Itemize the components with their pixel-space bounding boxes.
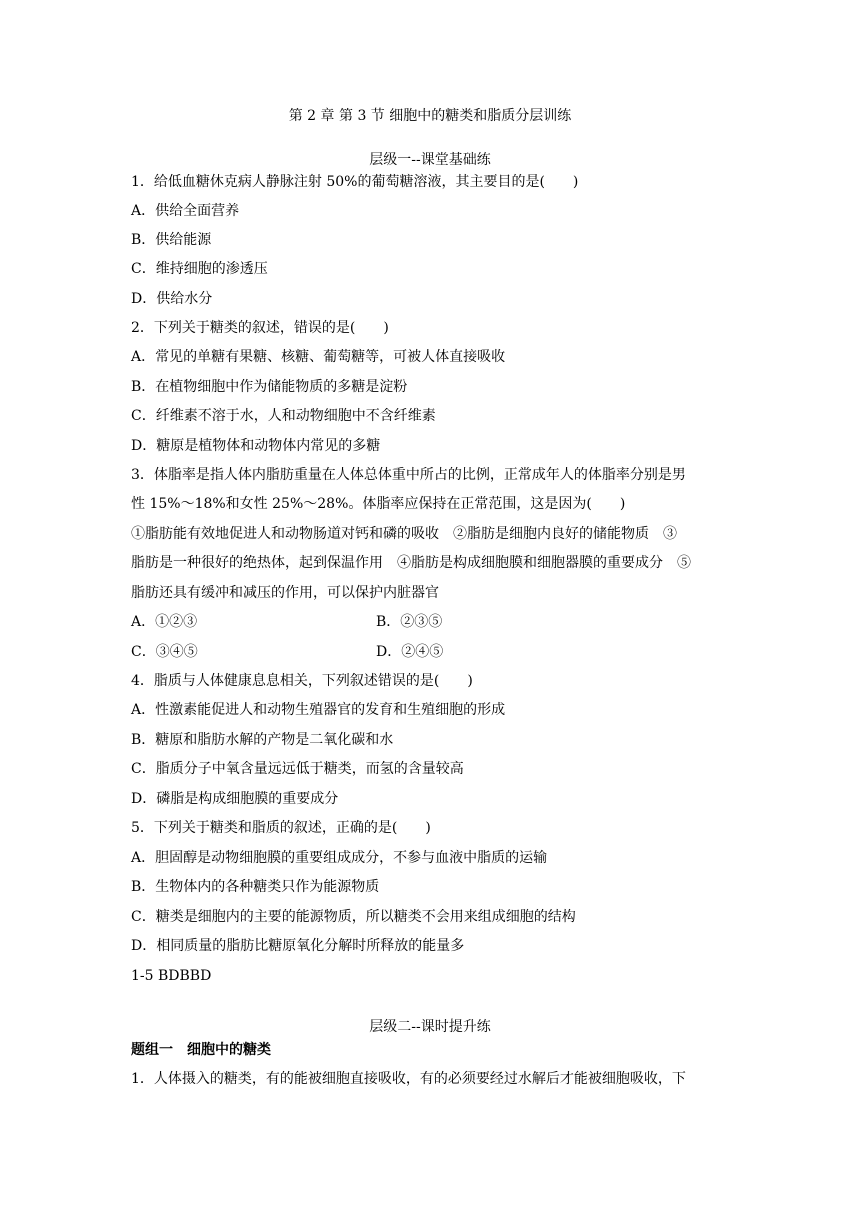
answer-key: 1-5 BDBBD	[131, 968, 212, 984]
question-2-option-d: D．糖原是植物体和动物体内常见的多糖	[131, 438, 381, 454]
question-3-option-a: A．①②③	[131, 614, 198, 630]
question-1-option-a: A．供给全面营养	[131, 203, 240, 219]
question-2-stem: 2．下列关于糖类的叙述，错误的是( )	[131, 320, 389, 336]
question-3-stem-line2: 性 15%～18%和女性 25%～28%。体脂率应保持在正常范围，这是因为( )	[131, 496, 626, 512]
question-1-stem: 1．给低血糖休克病人静脉注射 50%的葡萄糖溶液，其主要目的是( )	[131, 174, 579, 190]
question-1-option-c: C．维持细胞的渗透压	[131, 261, 268, 277]
question-2-option-b: B．在植物细胞中作为储能物质的多糖是淀粉	[131, 379, 408, 395]
section-heading-level1: 层级一--课堂基础练	[369, 152, 491, 168]
question-4-option-b: B．糖原和脂肪水解的产物是二氧化碳和水	[131, 732, 394, 748]
question-4-option-a: A．性激素能促进人和动物生殖器官的发育和生殖细胞的形成	[131, 702, 506, 718]
question-2-option-c: C．纤维素不溶于水，人和动物细胞中不含纤维素	[131, 408, 436, 424]
question-2-option-a: A．常见的单糖有果糖、核糖、葡萄糖等，可被人体直接吸收	[131, 349, 506, 365]
question-3-statement-line2: 脂肪是一种很好的绝热体，起到保温作用 ④脂肪是构成细胞膜和细胞器膜的重要成分 ⑤	[131, 555, 691, 571]
question-5-option-a: A．胆固醇是动物细胞膜的重要组成成分，不参与血液中脂质的运输	[131, 850, 548, 866]
level2-question-1-line1: 1．人体摄入的糖类，有的能被细胞直接吸收，有的必须要经过水解后才能被细胞吸收，下	[131, 1071, 686, 1087]
question-3-option-b: B．②③⑤	[376, 614, 443, 630]
question-3-option-c: C．③④⑤	[131, 644, 198, 660]
question-3-stem-line1: 3．体脂率是指人体内脂肪重量在人体总体重中所占的比例，正常成年人的体脂率分别是男	[131, 467, 686, 483]
question-5-option-d: D．相同质量的脂肪比糖原氧化分解时所释放的能量多	[131, 938, 465, 954]
question-4-stem: 4．脂质与人体健康息息相关，下列叙述错误的是( )	[131, 673, 473, 689]
section-heading-level2: 层级二--课时提升练	[369, 1019, 491, 1035]
question-5-option-b: B．生物体内的各种糖类只作为能源物质	[131, 879, 380, 895]
question-4-option-d: D．磷脂是构成细胞膜的重要成分	[131, 791, 339, 807]
question-3-option-d: D．②④⑤	[376, 644, 444, 660]
question-3-statement-line1: ①脂肪能有效地促进人和动物肠道对钙和磷的吸收 ②脂肪是细胞内良好的储能物质 ③	[131, 526, 677, 542]
question-5-option-c: C．糖类是细胞内的主要的能源物质，所以糖类不会用来组成细胞的结构	[131, 909, 576, 925]
question-4-option-c: C．脂质分子中氧含量远远低于糖类，而氢的含量较高	[131, 761, 464, 777]
question-group-heading: 题组一 细胞中的糖类	[131, 1042, 271, 1058]
question-5-stem: 5．下列关于糖类和脂质的叙述，正确的是( )	[131, 820, 431, 836]
question-3-statement-line3: 脂肪还具有缓冲和减压的作用，可以保护内脏器官	[131, 585, 439, 601]
document-title: 第 2 章 第 3 节 细胞中的糖类和脂质分层训练	[288, 108, 572, 124]
question-1-option-b: B．供给能源	[131, 232, 212, 248]
question-1-option-d: D．供给水分	[131, 291, 213, 307]
